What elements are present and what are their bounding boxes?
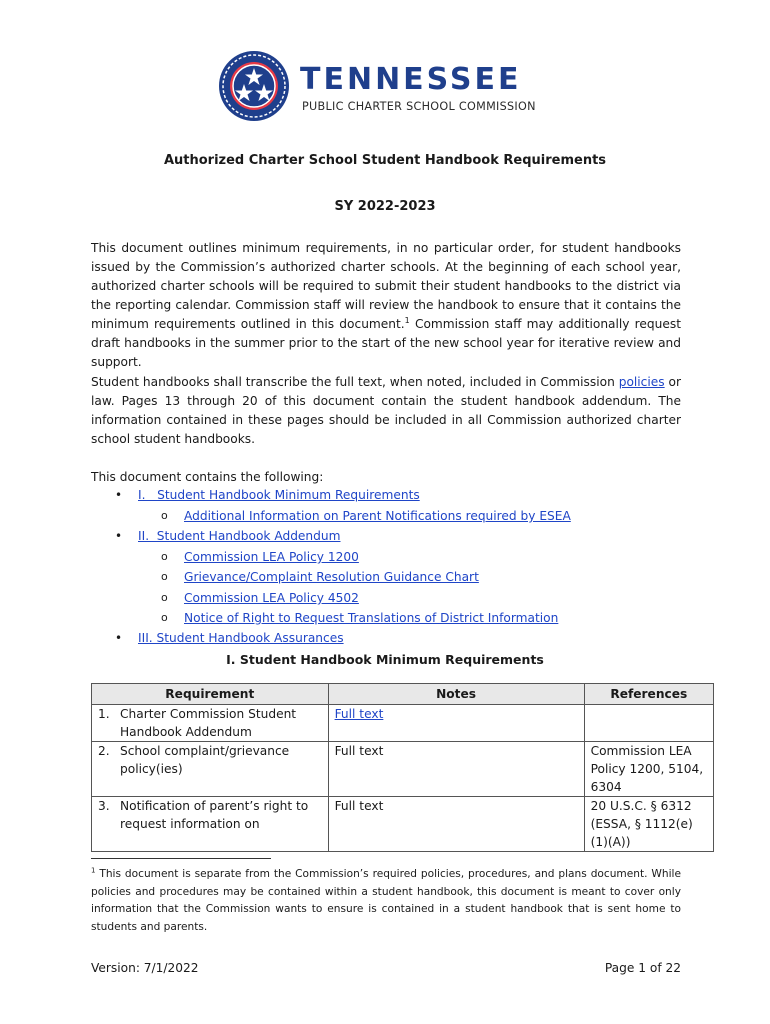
column-header-notes: Notes: [328, 684, 584, 705]
bullet-icon: •: [115, 529, 123, 543]
footnote-text: This document is separate from the Commission’s required policies, procedures, and plans document. While policies and procedures may be contained within a student handbook, this document is meant to cover only information that the Commission wants to ensure is contained in a student handbook that is sent home to students and parents.: [91, 868, 681, 933]
toc-link[interactable]: Notice of Right to Request Translations of District Information: [184, 611, 559, 625]
document-title: Authorized Charter School Student Handbook Requirements: [163, 153, 607, 168]
intro-text-continued: Commission staff may additionally request draft handbooks in the summer prior to the start of the new school year for iterative review and support.: [91, 317, 681, 369]
requirement-cell: [92, 705, 329, 742]
full-text-link[interactable]: Full text: [334, 707, 384, 721]
requirement-text: Notification of parent’s right to request information on: [120, 799, 309, 831]
footnote-divider: [91, 858, 271, 859]
toc-link[interactable]: II. Student Handbook Addendum: [138, 529, 341, 543]
toc-link[interactable]: I. Student Handbook Minimum Requirements: [138, 488, 420, 502]
requirement-text: School complaint/grievance policy(ies): [120, 744, 290, 776]
requirements-table: [91, 683, 714, 852]
column-header-requirement: Requirement: [92, 684, 329, 705]
bullet-icon: •: [115, 488, 123, 502]
notes-cell: Full text: [328, 742, 584, 797]
toc-link[interactable]: Commission LEA Policy 4502: [184, 591, 359, 605]
row-number: 1.: [98, 707, 110, 721]
logo-wordmark: TENNESSEE: [300, 62, 522, 97]
footnote-marker: 1: [91, 866, 96, 875]
contents-intro: This document contains the following:: [91, 470, 324, 484]
version-label: Version: 7/1/2022: [91, 961, 199, 975]
sub-bullet-icon: o: [161, 550, 168, 563]
toc-link[interactable]: Commission LEA Policy 1200: [184, 550, 359, 564]
toc-link[interactable]: Grievance/Complaint Resolution Guidance Chart: [184, 570, 479, 584]
references-cell: 20 U.S.C. § 6312 (ESSA, § 1112(e)(1)(A)): [584, 797, 713, 852]
sub-bullet-icon: o: [161, 509, 168, 522]
page-number: Page 1 of 22: [604, 961, 681, 975]
table-row: [92, 797, 714, 852]
requirement-cell: [92, 742, 329, 797]
table-row: [92, 705, 714, 742]
commission-logo: [218, 50, 558, 124]
table-row: [92, 742, 714, 797]
requirement-cell: [92, 797, 329, 852]
toc-link[interactable]: III. Student Handbook Assurances: [138, 631, 344, 645]
intro-text: This document outlines minimum requirements, in no particular order, for student handbooks issued by the Commission’s authorized charter schools. At the beginning of each school year, authorized charter schools will be required to submit their student handbooks to the district via the reporting calendar. Commission staff will review the handbook to ensure that it contains the minimum requirements outlined in this document.: [91, 241, 681, 331]
toc-link[interactable]: Additional Information on Parent Notifications required by ESEA: [184, 509, 571, 523]
row-number: 3.: [98, 799, 110, 813]
references-cell: Commission LEA Policy 1200, 5104, 6304: [584, 742, 713, 797]
row-number: 2.: [98, 744, 110, 758]
section-heading: I. Student Handbook Minimum Requirements: [226, 652, 544, 667]
notes-cell: Full text: [328, 797, 584, 852]
bullet-icon: •: [115, 631, 123, 645]
logo-subtitle: PUBLIC CHARTER SCHOOL COMMISSION: [302, 100, 536, 113]
transcription-text: Student handbooks shall transcribe the full text, when noted, included in Commission: [91, 375, 619, 389]
sub-bullet-icon: o: [161, 611, 168, 624]
column-header-references: References: [584, 684, 713, 705]
table-header-row: [92, 684, 714, 705]
transcription-text-continued: or law. Pages 13 through 20 of this document contain the student handbook addendum. The information contained in these pages should be included in all Commission authorized charter school student handbooks.: [91, 375, 682, 446]
transcription-paragraph: [91, 373, 681, 449]
references-cell: [584, 705, 713, 742]
footnote-ref[interactable]: 1: [404, 315, 410, 325]
tennessee-tristar-seal-icon: [218, 50, 290, 122]
sub-bullet-icon: o: [161, 591, 168, 604]
notes-cell: [328, 705, 584, 742]
policies-link[interactable]: policies: [618, 375, 665, 389]
sub-bullet-icon: o: [161, 570, 168, 583]
footnote: [91, 866, 681, 936]
requirement-text: Charter Commission Student Handbook Addendum: [120, 707, 297, 739]
intro-paragraph: [91, 239, 681, 372]
school-year: SY 2022-2023: [334, 199, 436, 214]
